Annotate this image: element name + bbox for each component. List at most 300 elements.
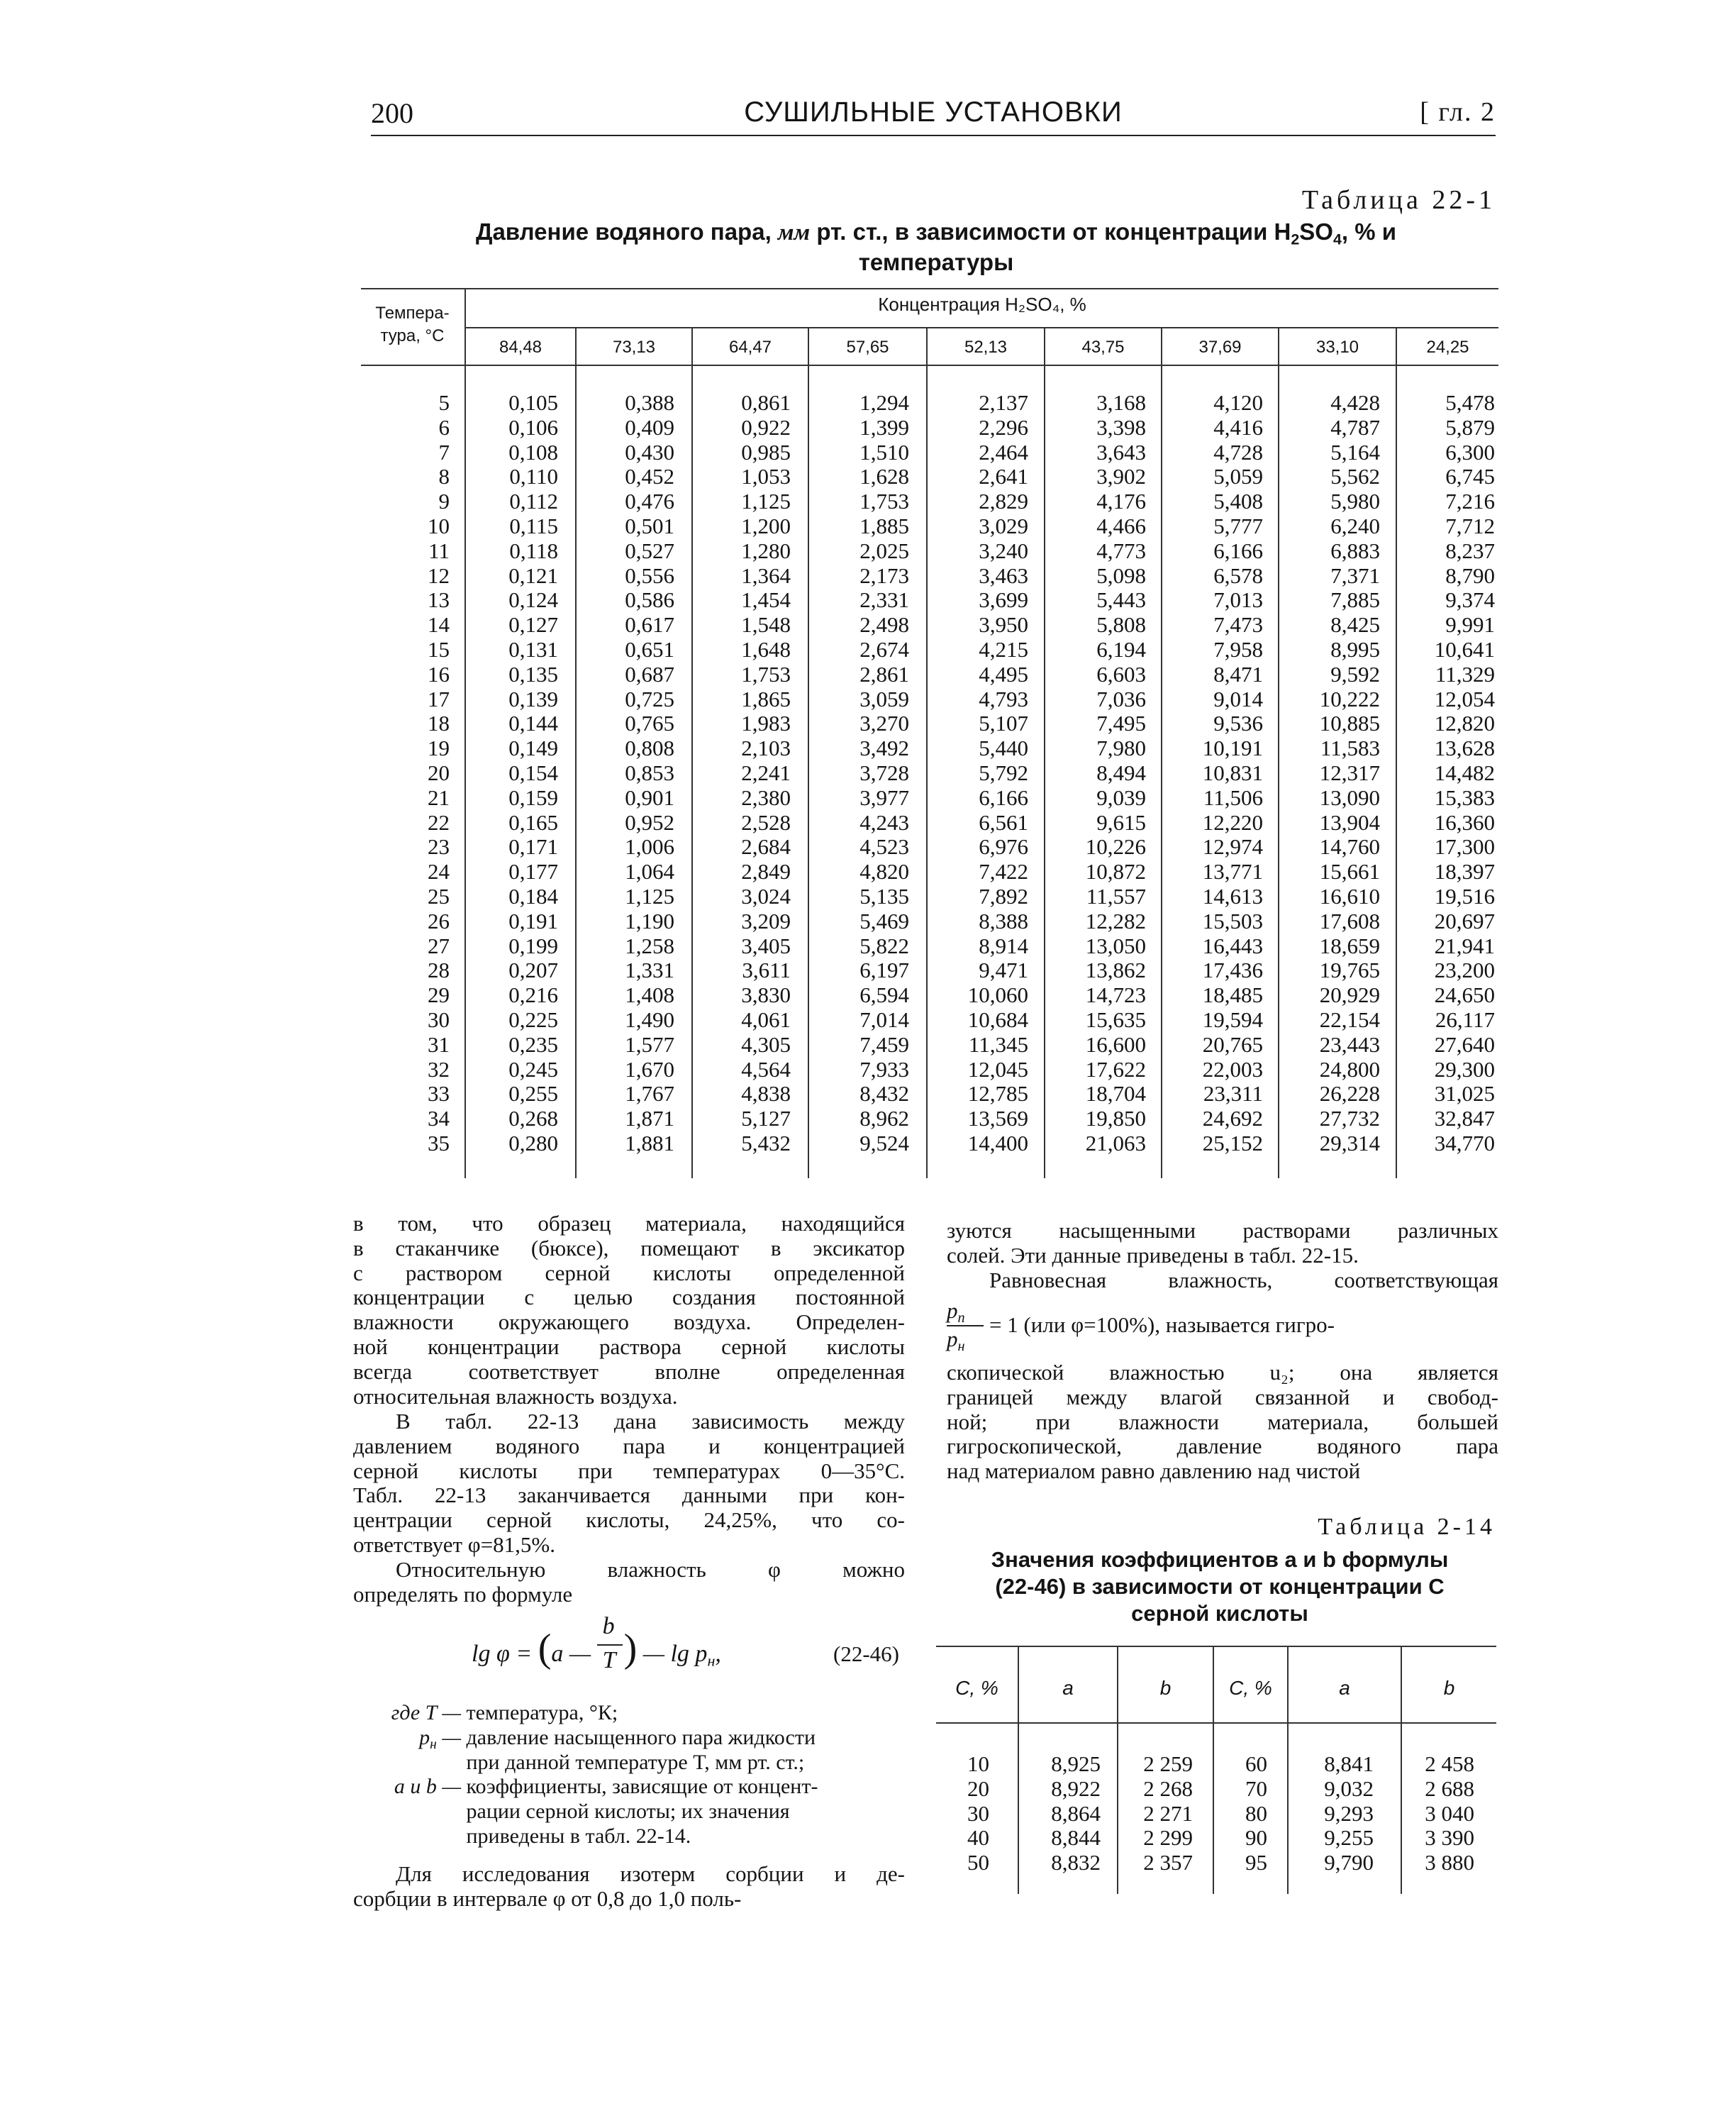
pressure-cell: 3,059 xyxy=(859,686,909,711)
pressure-cell: 0,144 xyxy=(508,711,558,736)
temperature-cell: 6 xyxy=(438,414,450,440)
text-line: гигроскопической, давление водяного пара xyxy=(947,1434,1498,1459)
pressure-cell: 0,922 xyxy=(741,414,791,440)
table1-title-unit: мм xyxy=(777,220,811,245)
page-number: 200 xyxy=(371,97,413,129)
pressure-cell: 3,950 xyxy=(979,612,1028,638)
pressure-cell: 0,127 xyxy=(508,612,558,638)
def-text: при данной температуре T, мм рт. ст.; xyxy=(466,1750,805,1774)
definition-row xyxy=(353,1775,905,1800)
pressure-cell: 0,131 xyxy=(508,636,558,662)
pressure-cell: 2,498 xyxy=(859,612,909,638)
pressure-cell: 1,753 xyxy=(741,661,791,687)
pressure-cell: 15,503 xyxy=(1202,908,1263,933)
pressure-cell: 12,317 xyxy=(1319,760,1380,785)
temperature-cell: 13 xyxy=(428,587,450,613)
pressure-cell: 19,594 xyxy=(1202,1007,1263,1032)
table1-title-part2: рт. ст., в зависимости от концентрации H xyxy=(816,218,1291,245)
temperature-cell: 8 xyxy=(438,464,450,489)
pressure-cell: 1,670 xyxy=(625,1056,674,1082)
pressure-cell: 12,820 xyxy=(1434,711,1495,736)
pressure-cell: 1,200 xyxy=(741,513,791,538)
pressure-cell: 34,770 xyxy=(1434,1130,1495,1156)
pressure-cell: 4,215 xyxy=(979,636,1028,662)
table2-header: b xyxy=(1159,1677,1172,1699)
value-column xyxy=(577,391,674,1156)
pressure-cell: 21,941 xyxy=(1434,933,1495,958)
temperature-cell: 20 xyxy=(428,760,450,785)
pressure-cell: 16,600 xyxy=(1085,1031,1146,1057)
conc-col-header: 43,75 xyxy=(1081,338,1125,357)
pressure-cell: 10,226 xyxy=(1085,834,1146,860)
value-column xyxy=(1397,391,1495,1156)
pressure-cell: 12,785 xyxy=(967,1081,1028,1107)
text-line: относительная влажность воздуха. xyxy=(353,1383,678,1409)
temperature-cell: 33 xyxy=(428,1081,450,1107)
table2-column xyxy=(936,1752,989,1875)
table2-header: b xyxy=(1443,1677,1455,1699)
pressure-cell: 8,790 xyxy=(1445,563,1495,588)
pressure-cell: 4,416 xyxy=(1213,414,1263,440)
coefficient-cell: 9,293 xyxy=(1324,1800,1374,1826)
pressure-cell: 18,397 xyxy=(1434,859,1495,885)
def-symbol: a и b — xyxy=(394,1775,461,1799)
pressure-cell: 4,564 xyxy=(741,1056,791,1082)
pressure-cell: 11,506 xyxy=(1203,785,1263,810)
pressure-cell: 0,199 xyxy=(508,933,558,958)
formula-lhs: lg φ = xyxy=(472,1641,538,1667)
pressure-cell: 2,684 xyxy=(741,834,791,860)
pressure-cell: 7,473 xyxy=(1213,612,1263,638)
table1-title-part3: , % и xyxy=(1341,218,1397,245)
coefficient-cell: 3 040 xyxy=(1425,1800,1474,1826)
text-line: центрации серной кислоты, 24,25%, что со- xyxy=(353,1507,905,1533)
pressure-cell: 2,137 xyxy=(979,390,1028,415)
frac-den-sub: н xyxy=(957,1339,965,1355)
pressure-cell: 0,115 xyxy=(509,513,558,538)
pressure-cell: 4,728 xyxy=(1213,439,1263,465)
pressure-cell: 6,166 xyxy=(979,785,1028,810)
temperature-cell: 15 xyxy=(428,636,450,662)
pressure-cell: 17,300 xyxy=(1434,834,1495,860)
pressure-cell: 4,176 xyxy=(1096,489,1146,514)
temperature-cell: 14 xyxy=(428,612,450,638)
conc-col-header: 52,13 xyxy=(964,338,1008,357)
coefficient-cell: 8,925 xyxy=(1051,1751,1101,1776)
table2-header: a xyxy=(1062,1677,1074,1699)
pressure-cell: 2,464 xyxy=(979,439,1028,465)
temperature-cell: 22 xyxy=(428,809,450,835)
conc-col-header: 57,65 xyxy=(846,338,889,357)
value-column xyxy=(693,391,791,1156)
pressure-cell: 1,983 xyxy=(741,711,791,736)
definition-list xyxy=(353,1701,905,1849)
coefficient-cell: 90 xyxy=(1245,1825,1267,1851)
def-text: температура, °К; xyxy=(466,1701,618,1724)
temperature-cell: 19 xyxy=(428,736,450,761)
temperature-cell: 29 xyxy=(428,982,450,1008)
pressure-cell: 6,883 xyxy=(1330,538,1380,563)
pressure-cell: 11,329 xyxy=(1435,661,1495,687)
pressure-cell: 3,699 xyxy=(979,587,1028,613)
pressure-cell: 15,383 xyxy=(1434,785,1495,810)
text-line: серной кислоты при температурах 0—35°С. xyxy=(353,1458,905,1483)
text-line: скопической влажностью u₂; она является xyxy=(947,1360,1498,1385)
pressure-cell: 1,767 xyxy=(625,1081,674,1107)
table2-column xyxy=(1289,1752,1374,1875)
pressure-cell: 3,728 xyxy=(859,760,909,785)
pressure-cell: 0,501 xyxy=(625,513,674,538)
coefficient-cell: 40 xyxy=(967,1825,989,1851)
definition-row xyxy=(353,1751,905,1775)
value-column xyxy=(1045,391,1146,1156)
formula-rest-end: , xyxy=(715,1641,721,1667)
pressure-cell: 17,608 xyxy=(1319,908,1380,933)
left-paragraph-2 xyxy=(353,1409,905,1558)
pressure-cell: 1,548 xyxy=(741,612,791,638)
temperature-cell: 23 xyxy=(428,834,450,860)
pressure-cell: 6,197 xyxy=(859,958,909,983)
pressure-cell: 8,471 xyxy=(1213,661,1263,687)
pressure-cell: 9,991 xyxy=(1445,612,1495,638)
pressure-cell: 7,885 xyxy=(1330,587,1380,613)
pressure-cell: 0,135 xyxy=(508,661,558,687)
pressure-cell: 26,117 xyxy=(1435,1007,1495,1032)
pressure-cell: 18,704 xyxy=(1085,1081,1146,1107)
pressure-cell: 1,258 xyxy=(625,933,674,958)
value-column xyxy=(809,391,909,1156)
table1-title-part1: Давление водяного пара, xyxy=(475,218,772,245)
pressure-cell: 1,628 xyxy=(859,464,909,489)
pressure-cell: 1,510 xyxy=(859,439,909,465)
pressure-cell: 3,270 xyxy=(859,711,909,736)
definition-row xyxy=(353,1701,905,1726)
pressure-cell: 3,398 xyxy=(1096,414,1146,440)
left-paragraph-3 xyxy=(353,1558,905,1607)
pressure-cell: 1,881 xyxy=(625,1130,674,1156)
pressure-cell: 0,388 xyxy=(625,390,674,415)
pressure-cell: 0,853 xyxy=(625,760,674,785)
formula-rest-sub: н xyxy=(707,1651,716,1670)
temperature-column xyxy=(361,391,450,1156)
temperature-cell: 5 xyxy=(438,390,450,415)
pressure-cell: 24,800 xyxy=(1319,1056,1380,1082)
pressure-cell: 5,098 xyxy=(1096,563,1146,588)
pressure-cell: 13,628 xyxy=(1434,736,1495,761)
pressure-cell: 27,640 xyxy=(1434,1031,1495,1057)
pressure-cell: 0,280 xyxy=(508,1130,558,1156)
pressure-cell: 0,112 xyxy=(509,489,558,514)
pressure-cell: 16,443 xyxy=(1202,933,1263,958)
formula-fraction-bar xyxy=(597,1644,623,1646)
coefficient-cell: 3 880 xyxy=(1425,1850,1474,1875)
pressure-cell: 0,586 xyxy=(625,587,674,613)
temperature-cell: 24 xyxy=(428,859,450,885)
pressure-cell: 1,125 xyxy=(741,489,791,514)
frac-num-sub: п xyxy=(957,1310,965,1326)
table2-title-line: (22-46) в зависимости от концентрации C xyxy=(995,1574,1445,1599)
coefficient-cell: 2 271 xyxy=(1143,1800,1193,1826)
pressure-cell: 3,902 xyxy=(1096,464,1146,489)
coefficient-cell: 9,790 xyxy=(1324,1850,1374,1875)
pressure-cell: 20,929 xyxy=(1319,982,1380,1008)
pressure-cell: 1,190 xyxy=(625,908,674,933)
text-line: ответствует φ=81,5%. xyxy=(353,1531,556,1557)
pressure-cell: 4,466 xyxy=(1096,513,1146,538)
temperature-cell: 10 xyxy=(428,513,450,538)
text-line: в стаканчике (бюксе), помещают в эксикатор xyxy=(353,1235,905,1260)
text-line: над материалом равно давлению над чистой xyxy=(947,1458,1361,1484)
pressure-cell: 5,469 xyxy=(859,908,909,933)
pressure-cell: 0,105 xyxy=(508,390,558,415)
pressure-cell: 1,490 xyxy=(625,1007,674,1032)
pressure-cell: 1,454 xyxy=(741,587,791,613)
pressure-cell: 27,732 xyxy=(1319,1106,1380,1131)
pressure-cell: 0,245 xyxy=(508,1056,558,1082)
table2-label: Таблица 2-14 xyxy=(1318,1514,1496,1540)
pressure-cell: 5,443 xyxy=(1096,587,1146,613)
pressure-cell: 5,059 xyxy=(1213,464,1263,489)
pressure-cell: 1,753 xyxy=(859,489,909,514)
pressure-cell: 3,029 xyxy=(979,513,1028,538)
pressure-cell: 6,594 xyxy=(859,982,909,1008)
pressure-cell: 10,222 xyxy=(1319,686,1380,711)
pressure-cell: 0,808 xyxy=(625,736,674,761)
pressure-cell: 7,422 xyxy=(979,859,1028,885)
temperature-cell: 25 xyxy=(428,883,450,909)
pressure-cell: 11,345 xyxy=(968,1031,1028,1057)
pressure-cell: 7,036 xyxy=(1096,686,1146,711)
coefficient-cell: 30 xyxy=(967,1800,989,1826)
pressure-cell: 2,829 xyxy=(979,489,1028,514)
pressure-cell: 1,865 xyxy=(741,686,791,711)
frac-rest: = 1 (или φ=100%), называется гигро- xyxy=(989,1312,1335,1337)
pressure-cell: 0,177 xyxy=(508,859,558,885)
pressure-cell: 23,311 xyxy=(1203,1081,1263,1107)
pressure-cell: 0,110 xyxy=(509,464,558,489)
pressure-cell: 5,879 xyxy=(1445,414,1495,440)
pressure-cell: 11,557 xyxy=(1086,883,1146,909)
table1-top-rule xyxy=(361,288,1498,289)
pressure-cell: 19,850 xyxy=(1085,1106,1146,1131)
table2-header: C, % xyxy=(955,1677,998,1699)
pressure-cell: 8,914 xyxy=(979,933,1028,958)
pressure-cell: 3,643 xyxy=(1096,439,1146,465)
temperature-cell: 9 xyxy=(438,489,450,514)
text-line: всегда соответствует вполне определенная xyxy=(353,1358,905,1384)
pressure-cell: 0,409 xyxy=(625,414,674,440)
table1-header-rule xyxy=(361,365,1498,366)
pressure-cell: 3,024 xyxy=(741,883,791,909)
table2-header: C, % xyxy=(1229,1677,1272,1699)
page-header xyxy=(371,91,1496,136)
pressure-cell: 0,225 xyxy=(508,1007,558,1032)
def-symbol-sub: н xyxy=(430,1736,437,1752)
value-column xyxy=(1162,391,1263,1156)
pressure-cell: 0,452 xyxy=(625,464,674,489)
pressure-cell: 0,139 xyxy=(508,686,558,711)
coefficient-cell: 2 299 xyxy=(1143,1825,1193,1851)
table1 xyxy=(361,288,1498,1178)
pressure-cell: 0,184 xyxy=(508,883,558,909)
pressure-cell: 10,641 xyxy=(1434,636,1495,662)
pressure-cell: 0,725 xyxy=(625,686,674,711)
left-paragraph-4 xyxy=(353,1862,905,1912)
pressure-cell: 22,154 xyxy=(1319,1007,1380,1032)
table2-title-line: серной кислоты xyxy=(1131,1601,1308,1626)
pressure-cell: 4,305 xyxy=(741,1031,791,1057)
temperature-cell: 17 xyxy=(428,686,450,711)
pressure-cell: 13,050 xyxy=(1085,933,1146,958)
pressure-cell: 0,159 xyxy=(508,785,558,810)
pressure-cell: 9,615 xyxy=(1096,809,1146,835)
temperature-cell: 34 xyxy=(428,1106,450,1131)
text-line: ной; при влажности материала, большей xyxy=(947,1409,1498,1434)
text-line: В табл. 22-13 дана зависимость между xyxy=(396,1409,905,1434)
pressure-cell: 23,443 xyxy=(1319,1031,1380,1057)
pressure-cell: 0,108 xyxy=(508,439,558,465)
pressure-cell: 14,613 xyxy=(1202,883,1263,909)
pressure-cell: 26,228 xyxy=(1319,1081,1380,1107)
text-line: концентрации с целью создания постоянной xyxy=(353,1285,905,1310)
formula-num: b xyxy=(602,1613,615,1639)
pressure-cell: 12,282 xyxy=(1085,908,1146,933)
pressure-cell: 0,556 xyxy=(625,563,674,588)
pressure-cell: 15,635 xyxy=(1085,1007,1146,1032)
pressure-cell: 5,792 xyxy=(979,760,1028,785)
pressure-cell: 3,209 xyxy=(741,908,791,933)
text-line: в том, что образец материала, находящийся xyxy=(353,1211,905,1236)
value-column xyxy=(928,391,1028,1156)
pressure-cell: 5,135 xyxy=(859,883,909,909)
pressure-cell: 9,374 xyxy=(1445,587,1495,613)
pressure-cell: 8,494 xyxy=(1096,760,1146,785)
pressure-cell: 0,476 xyxy=(625,489,674,514)
table1-title xyxy=(383,217,1489,277)
pressure-cell: 8,388 xyxy=(979,908,1028,933)
coefficient-cell: 10 xyxy=(967,1751,989,1776)
pressure-cell: 19,516 xyxy=(1434,883,1495,909)
pressure-cell: 3,611 xyxy=(742,958,791,983)
temperature-cell: 7 xyxy=(438,439,450,465)
pressure-cell: 7,495 xyxy=(1096,711,1146,736)
frac-num: p xyxy=(947,1298,958,1323)
table1-title-line2: температуры xyxy=(858,249,1014,275)
table1-conc-header: Концентрация H₂SO₄, % xyxy=(878,294,1086,315)
pressure-cell: 12,045 xyxy=(967,1056,1028,1082)
pressure-cell: 0,861 xyxy=(741,390,791,415)
conc-col-header: 37,69 xyxy=(1198,338,1242,357)
pressure-cell: 5,127 xyxy=(741,1106,791,1131)
pressure-cell: 6,300 xyxy=(1445,439,1495,465)
temperature-cell: 11 xyxy=(428,538,450,563)
pressure-cell: 2,103 xyxy=(741,736,791,761)
text-line: границей между влагой связанной и свобод- xyxy=(947,1384,1498,1409)
coefficient-cell: 60 xyxy=(1245,1751,1267,1776)
pressure-cell: 13,771 xyxy=(1202,859,1263,885)
temperature-cell: 18 xyxy=(428,711,450,736)
pressure-cell: 0,952 xyxy=(625,809,674,835)
pressure-cell: 8,995 xyxy=(1330,636,1380,662)
frac-den: p xyxy=(947,1326,958,1351)
right-paragraph-1 xyxy=(947,1219,1498,1268)
formula-den: T xyxy=(602,1647,616,1673)
pressure-cell: 0,235 xyxy=(508,1031,558,1057)
text-line: Табл. 22-13 заканчивается данными при кон- xyxy=(353,1483,905,1508)
pressure-cell: 1,648 xyxy=(741,636,791,662)
pressure-cell: 0,255 xyxy=(508,1081,558,1107)
text-line: зуются насыщенными растворами различных xyxy=(947,1218,1498,1243)
formula-a: a — xyxy=(551,1641,597,1667)
text-line: Относительную влажность φ можно xyxy=(396,1557,905,1582)
coefficient-cell: 2 259 xyxy=(1143,1751,1193,1776)
definition-row xyxy=(353,1800,905,1824)
pressure-cell: 5,980 xyxy=(1330,489,1380,514)
pressure-cell: 0,191 xyxy=(508,908,558,933)
definition-row xyxy=(353,1726,905,1751)
pressure-cell: 5,808 xyxy=(1096,612,1146,638)
pressure-cell: 6,240 xyxy=(1330,513,1380,538)
pressure-cell: 0,171 xyxy=(508,834,558,860)
pressure-cell: 2,861 xyxy=(859,661,909,687)
pressure-cell: 4,820 xyxy=(859,859,909,885)
coefficient-cell: 3 390 xyxy=(1425,1825,1474,1851)
pressure-cell: 5,432 xyxy=(741,1130,791,1156)
coefficient-cell: 8,922 xyxy=(1051,1775,1101,1801)
table2-title-line: Значения коэффициентов a и b формулы xyxy=(991,1547,1449,1572)
pressure-cell: 0,149 xyxy=(508,736,558,761)
conc-col-header: 33,10 xyxy=(1315,338,1359,357)
pressure-cell: 2,025 xyxy=(859,538,909,563)
table1-label: Таблица 22-1 xyxy=(1301,185,1496,215)
pressure-cell: 16,360 xyxy=(1434,809,1495,835)
coefficient-cell: 70 xyxy=(1245,1775,1267,1801)
definition-row xyxy=(353,1824,905,1849)
temp-header-line2: тура, °С xyxy=(380,326,445,345)
pressure-cell: 5,440 xyxy=(979,736,1028,761)
temperature-cell: 30 xyxy=(428,1007,450,1032)
pressure-cell: 0,118 xyxy=(509,538,558,563)
pressure-cell: 2,296 xyxy=(979,414,1028,440)
pressure-cell: 7,712 xyxy=(1445,513,1495,538)
pressure-cell: 19,765 xyxy=(1319,958,1380,983)
right-paragraph-2 xyxy=(947,1268,1498,1293)
pressure-cell: 6,976 xyxy=(979,834,1028,860)
coefficient-cell: 2 268 xyxy=(1143,1775,1193,1801)
pressure-cell: 7,958 xyxy=(1213,636,1263,662)
temperature-cell: 35 xyxy=(428,1130,450,1156)
pressure-cell: 0,617 xyxy=(625,612,674,638)
conc-col-header: 64,47 xyxy=(728,338,772,357)
text-line: с раствором серной кислоты определенной xyxy=(353,1260,905,1285)
table2-title xyxy=(940,1546,1500,1627)
pressure-cell: 4,061 xyxy=(741,1007,791,1032)
pressure-cell: 3,240 xyxy=(979,538,1028,563)
pressure-cell: 0,106 xyxy=(508,414,558,440)
def-dash: — xyxy=(436,1725,461,1749)
pressure-cell: 1,399 xyxy=(859,414,909,440)
pressure-cell: 0,901 xyxy=(625,785,674,810)
pressure-cell: 12,054 xyxy=(1434,686,1495,711)
text-line: ной концентрации раствора серной кислоты xyxy=(353,1334,905,1359)
temperature-cell: 28 xyxy=(428,958,450,983)
pressure-cell: 11,583 xyxy=(1320,736,1380,761)
pressure-cell: 3,492 xyxy=(859,736,909,761)
text-line: определять по формуле xyxy=(353,1581,573,1607)
pressure-cell: 2,331 xyxy=(859,587,909,613)
coefficient-cell: 8,841 xyxy=(1324,1751,1374,1776)
pressure-cell: 24,692 xyxy=(1202,1106,1263,1131)
